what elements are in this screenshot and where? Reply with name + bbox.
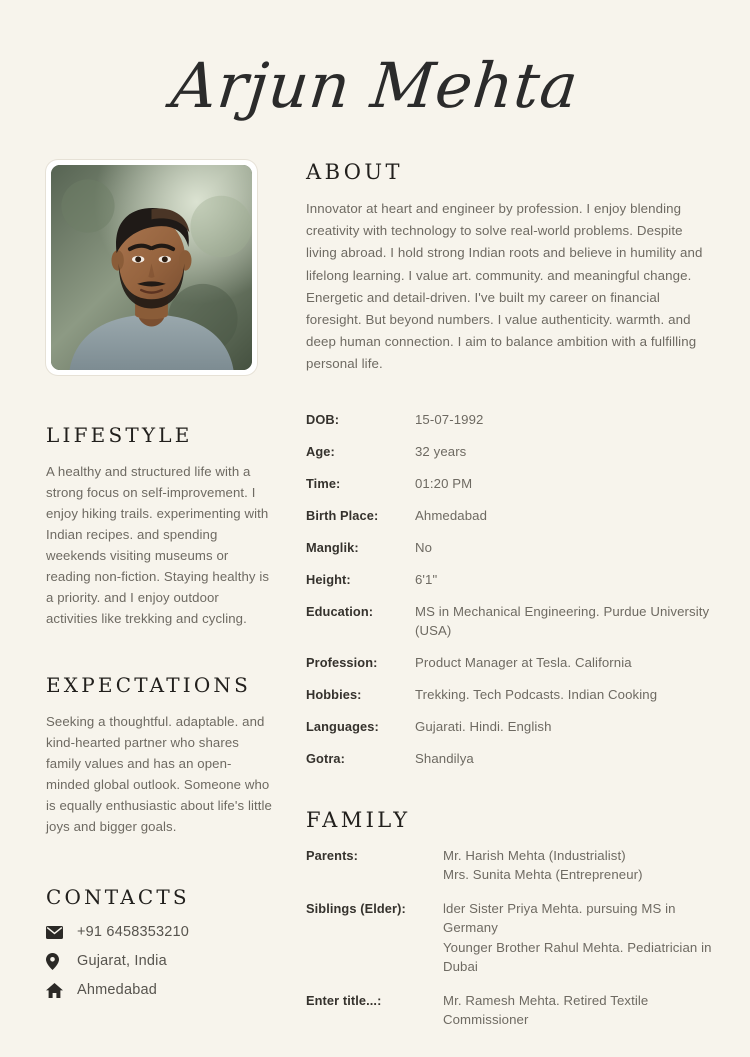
table-row bbox=[306, 506, 714, 525]
family-label: Parents: bbox=[306, 847, 359, 863]
detail-value: MS in Mechanical Engineering. Purdue University (USA) bbox=[415, 603, 710, 638]
lifestyle-text: A healthy and structured life with a strong focus on self-improvement. I enjoy hiking trails. experimenting with Indian recipes. and spending weekends visiting museums or reading non-fiction. Staying healthy is a priority. and I enjoy outdoor activities like trekking and cycling. bbox=[46, 464, 270, 626]
details-table bbox=[306, 410, 714, 768]
detail-value: 6'1" bbox=[415, 571, 438, 587]
table-row bbox=[306, 717, 714, 736]
family-value bbox=[443, 991, 714, 1030]
contact-row-phone[interactable] bbox=[46, 923, 272, 941]
detail-label: Age: bbox=[306, 443, 335, 459]
detail-label: Manglik: bbox=[306, 539, 359, 555]
person-name: Arjun Mehta bbox=[168, 49, 582, 122]
detail-value: 15-07-1992 bbox=[415, 411, 484, 427]
detail-label: Height: bbox=[306, 571, 351, 587]
table-row bbox=[306, 685, 714, 704]
left-column bbox=[46, 160, 272, 1010]
family-label: Enter title...: bbox=[306, 992, 382, 1008]
detail-label: DOB: bbox=[306, 411, 340, 427]
detail-label: Profession: bbox=[306, 654, 378, 670]
detail-value: No bbox=[415, 539, 433, 555]
table-row bbox=[306, 570, 714, 589]
detail-value: Ahmedabad bbox=[415, 507, 488, 523]
family-section bbox=[306, 808, 714, 1030]
about-heading: ABOUT bbox=[306, 160, 403, 184]
family-value bbox=[443, 846, 643, 885]
lifestyle-heading: LIFESTYLE bbox=[46, 423, 193, 447]
expectations-text: Seeking a thoughtful. adaptable. and kind-hearted partner who shares family values and has an open-minded global outlook. Someone who is equally enthusiastic about life's little joys and bigger goals. bbox=[46, 714, 272, 834]
table-row bbox=[306, 538, 714, 557]
about-text: Innovator at heart and engineer by profession. I enjoy blending creativity with technology to solve real-world problems. Despite living abroad. I hold strong Indian roots and believe in humility and lifelong learning. I value art. community. and meaningful change. Energetic and detail-driven. I've built my career on financial foresight. But beyond numbers. I value authenticity. warmth. and deep human connection. I aim to balance ambition with a fulfilling personal life. bbox=[306, 201, 703, 372]
family-value-line: Mr. Harish Mehta (Industrialist) bbox=[443, 847, 626, 863]
detail-value: 32 years bbox=[415, 443, 467, 459]
detail-value: 01:20 PM bbox=[415, 475, 473, 491]
home-icon bbox=[46, 981, 66, 999]
family-heading: FAMILY bbox=[306, 807, 411, 832]
family-label: Siblings (Elder): bbox=[306, 900, 406, 916]
detail-label: Education: bbox=[306, 603, 374, 619]
family-value-line: Mr. Ramesh Mehta. Retired Textile Commissioner bbox=[443, 992, 649, 1028]
about-section bbox=[306, 160, 714, 376]
table-row bbox=[306, 442, 714, 461]
expectations-heading: EXPECTATIONS bbox=[46, 673, 252, 697]
detail-label: Time: bbox=[306, 475, 341, 491]
contact-row-location[interactable] bbox=[46, 952, 272, 970]
table-row bbox=[306, 749, 714, 768]
contact-value-home: Ahmedabad bbox=[77, 982, 157, 998]
page-title bbox=[0, 49, 750, 122]
detail-label: Gotra: bbox=[306, 750, 345, 766]
detail-label: Languages: bbox=[306, 718, 379, 734]
contact-value-location: Gujarat, India bbox=[77, 953, 167, 969]
table-row bbox=[306, 474, 714, 493]
contacts-section bbox=[46, 885, 272, 999]
detail-value: Shandilya bbox=[415, 750, 474, 766]
table-row bbox=[306, 602, 714, 640]
detail-value: Gujarati. Hindi. English bbox=[415, 718, 552, 734]
table-row bbox=[306, 653, 714, 672]
contact-row-home[interactable] bbox=[46, 981, 272, 999]
lifestyle-section bbox=[46, 423, 272, 629]
envelope-icon bbox=[46, 923, 66, 941]
contact-value-phone: +91 6458353210 bbox=[77, 924, 190, 940]
family-value bbox=[443, 899, 714, 977]
expectations-section bbox=[46, 673, 272, 837]
detail-label: Hobbies: bbox=[306, 686, 362, 702]
detail-value: Trekking. Tech Podcasts. Indian Cooking bbox=[415, 686, 658, 702]
table-row bbox=[306, 846, 714, 885]
avatar bbox=[46, 160, 257, 375]
map-pin-icon bbox=[46, 952, 66, 970]
detail-label: Birth Place: bbox=[306, 507, 379, 523]
table-row bbox=[306, 991, 714, 1030]
table-row bbox=[306, 899, 714, 977]
portrait-photo bbox=[51, 165, 252, 370]
table-row bbox=[306, 410, 714, 429]
right-column bbox=[306, 160, 714, 1044]
family-value-line: Younger Brother Rahul Mehta. Pediatrician in Dubai bbox=[443, 939, 712, 975]
detail-value: Product Manager at Tesla. California bbox=[415, 654, 632, 670]
contacts-heading: CONTACTS bbox=[46, 885, 190, 909]
family-value-line: lder Sister Priya Mehta. pursuing MS in Germany bbox=[443, 900, 676, 936]
family-value-line: Mrs. Sunita Mehta (Entrepreneur) bbox=[443, 867, 643, 883]
